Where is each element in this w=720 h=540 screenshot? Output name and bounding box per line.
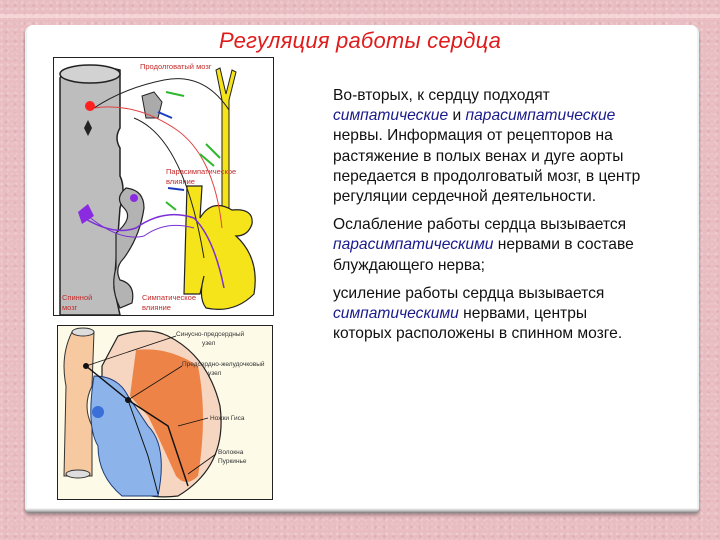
nerve-regulation-diagram <box>53 57 274 316</box>
term-sympathetic: симпатические <box>333 107 449 125</box>
svg-text:узел: узел <box>202 340 216 347</box>
label-sympathetic: Симпатическое <box>142 293 196 302</box>
background-band <box>0 14 720 18</box>
body-text <box>333 86 643 352</box>
label-purkinje: Волокна <box>218 449 244 456</box>
heart-conduction-diagram <box>57 325 273 500</box>
slide-panel-shadow <box>25 508 699 513</box>
label-av-node: Предсердно-желудочковый <box>182 361 265 368</box>
label-spinal-cord: Спинной <box>62 293 93 302</box>
paragraph-3: усиление работы сердца вызывается симпатическими нервами, центры которых расположены в спинном мозге. <box>333 284 623 343</box>
label-parasympathetic: Парасимпатическое <box>166 167 237 176</box>
label-his-bundle: Ножки Гиса <box>210 415 245 422</box>
svg-text:Пуркинье: Пуркинье <box>218 458 247 465</box>
svg-text:влияние: влияние <box>142 303 171 312</box>
term-parasympathetic: парасимпатические <box>465 107 616 125</box>
svg-text:мозг: мозг <box>62 303 78 312</box>
term-sympathetic-nerves: симпатическими <box>333 305 459 323</box>
paragraph-2: Ослабление работы сердца вызывается парасимпатическими нервами в составе блуждающего нерва; <box>333 216 634 274</box>
svg-text:влияние: влияние <box>166 177 195 186</box>
label-sa-node: Синусно-предсердный <box>176 331 245 338</box>
label-medulla: Продолговатый мозг <box>140 62 212 71</box>
paragraph-1: Во-вторых, к сердцу подходят симпатические и парасимпатические нервы. Информация от рецепторов на растяжение в полых венах и дуге аорты передается в продолговатый мозг, в центр регуляции сердечной деятельности. <box>333 87 641 206</box>
svg-text:узел: узел <box>208 370 222 377</box>
slide-title: Регуляция работы сердца <box>218 28 502 53</box>
term-parasympathetic-nerves: парасимпатическими <box>333 236 494 254</box>
